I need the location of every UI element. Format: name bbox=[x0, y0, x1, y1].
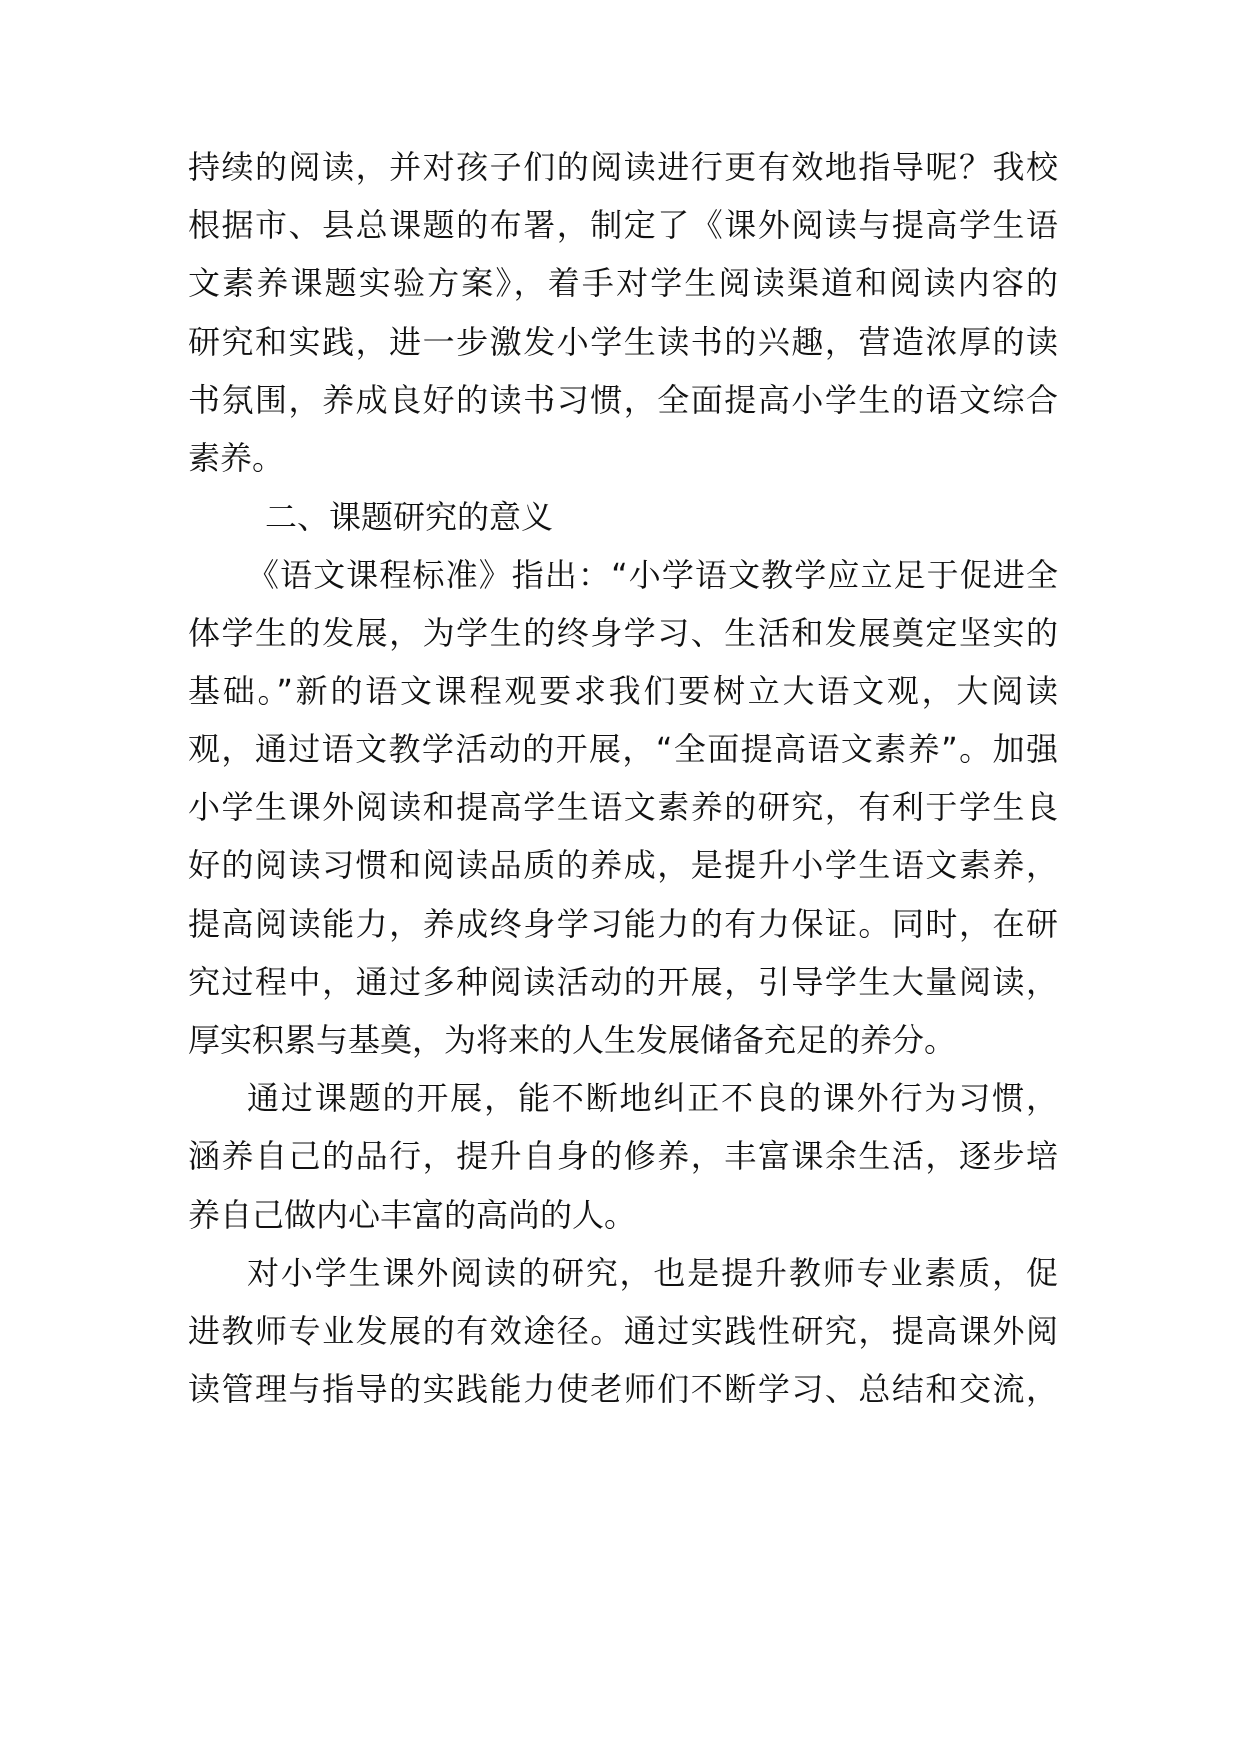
paragraph-line: 持续的阅读，并对孩子们的阅读进行更有效地指导呢？我校 bbox=[188, 148, 1058, 186]
paragraph-line: 《语文课程标准》指出：“小学语文教学应立足于促进全 bbox=[247, 556, 1058, 594]
paragraph-line: 究过程中，通过多种阅读活动的开展，引导学生大量阅读， bbox=[188, 963, 1058, 1001]
paragraph-line: 读管理与指导的实践能力使老师们不断学习、总结和交流， bbox=[188, 1370, 1058, 1408]
section-heading: 二、课题研究的意义 bbox=[265, 498, 554, 536]
paragraph-line: 厚实积累与基奠，为将来的人生发展储备充足的养分。 bbox=[188, 1021, 957, 1059]
paragraph-line: 涵养自己的品行，提升自身的修养，丰富课余生活，逐步培 bbox=[188, 1137, 1058, 1175]
paragraph-line: 好的阅读习惯和阅读品质的养成，是提升小学生语文素养， bbox=[188, 846, 1058, 884]
paragraph-line: 素养。 bbox=[188, 439, 285, 477]
paragraph-line: 体学生的发展，为学生的终身学习、生活和发展奠定坚实的 bbox=[188, 614, 1058, 652]
paragraph-line: 对小学生课外阅读的研究，也是提升教师专业素质，促 bbox=[247, 1254, 1058, 1292]
paragraph-line: 小学生课外阅读和提高学生语文素养的研究，有利于学生良 bbox=[188, 788, 1058, 826]
paragraph-line: 文素养课题实验方案》，着手对学生阅读渠道和阅读内容的 bbox=[188, 264, 1058, 302]
paragraph-line: 根据市、县总课题的布署，制定了《课外阅读与提高学生语 bbox=[188, 206, 1058, 244]
paragraph-line: 进教师专业发展的有效途径。通过实践性研究，提高课外阅 bbox=[188, 1312, 1058, 1350]
paragraph-line: 研究和实践，进一步激发小学生读书的兴趣，营造浓厚的读 bbox=[188, 323, 1058, 361]
paragraph-line: 养自己做内心丰富的高尚的人。 bbox=[188, 1196, 637, 1234]
paragraph-line: 基础。”新的语文课程观要求我们要树立大语文观，大阅读 bbox=[188, 672, 1058, 710]
paragraph-line: 观，通过语文教学活动的开展，“全面提高语文素养”。加强 bbox=[188, 730, 1058, 768]
paragraph-line: 通过课题的开展，能不断地纠正不良的课外行为习惯， bbox=[247, 1079, 1058, 1117]
paragraph-line: 书氛围，养成良好的读书习惯，全面提高小学生的语文综合 bbox=[188, 381, 1058, 419]
paragraph-line: 提高阅读能力，养成终身学习能力的有力保证。同时，在研 bbox=[188, 905, 1058, 943]
